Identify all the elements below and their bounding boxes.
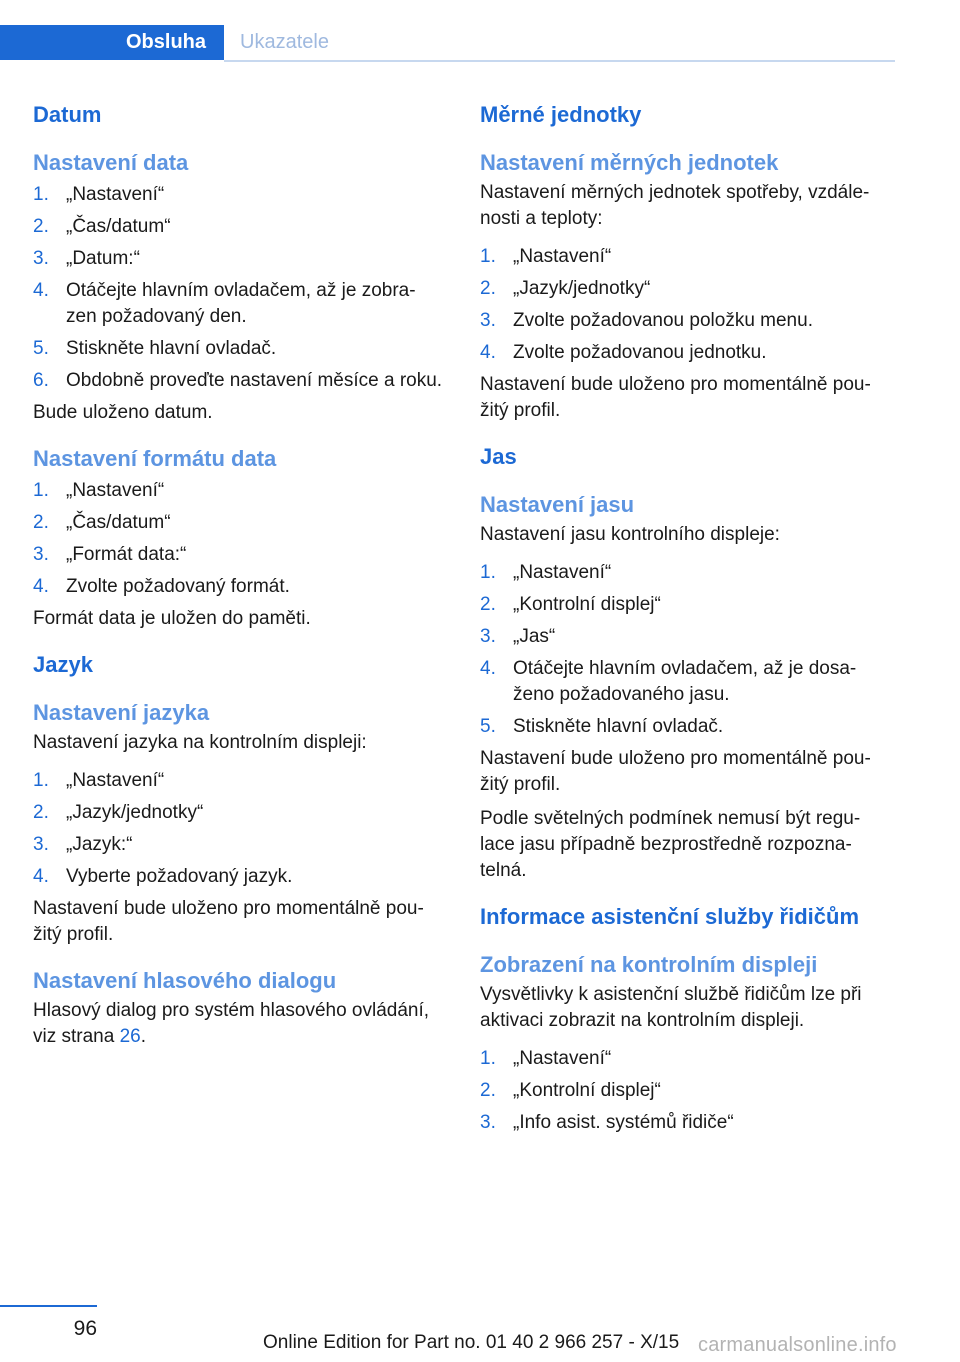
heading-nastaveni-data: Nastavení data — [33, 150, 189, 175]
intro-jazyk: Nastavení jazyka na kontrolním displeji: — [33, 732, 367, 753]
steps-zobrazeni — [480, 1046, 895, 1136]
steps-jas — [480, 560, 895, 740]
heading-jas: Jas — [480, 444, 517, 469]
list-item: 5. Stiskněte hlavní ovladač. — [33, 338, 277, 359]
list-item: 2. „Čas/datum“ — [33, 512, 171, 533]
tab-obsluha[interactable]: Obsluha — [0, 25, 224, 60]
page-number: 96 — [73, 1317, 97, 1340]
list-item: 1. „Nastavení“ — [33, 480, 165, 501]
intro-jas: Nastavení jasu kontrolního displeje: — [480, 524, 780, 545]
list-item: 4. Vyberte požadovaný jazyk. — [33, 866, 293, 887]
heading-nastaveni-jasu: Nastavení jasu — [480, 492, 635, 517]
list-item: 4. Otáčejte hlavním ovladačem, až je dosa‐ ženo požadovaného jasu. — [480, 658, 857, 705]
edition-footer: Online Edition for Part no. 01 40 2 966 257 - X/15 — [263, 1332, 680, 1353]
left-column — [33, 98, 445, 1050]
list-item: 2. „Jazyk/jednotky“ — [480, 278, 651, 299]
list-item: 2. „Jazyk/jednotky“ — [33, 802, 204, 823]
note-jas-2: Podle světelných podmínek nemusí být regu‐ lace jasu případně bezprostředně rozpozna‐ telná. — [480, 808, 861, 881]
tab-ukazatele[interactable]: Ukazatele — [240, 31, 329, 53]
list-item: 1. „Nastavení“ — [480, 1048, 612, 1069]
note-jednotky: Nastavení bude uloženo pro momentálně pou‐ žitý profil. — [480, 374, 871, 421]
note-datum: Bude uloženo datum. — [33, 402, 213, 423]
list-item: 1. „Nastavení“ — [33, 184, 165, 205]
list-item: 4. Otáčejte hlavním ovladačem, až je zobra‐ zen požadovaný den. — [33, 280, 416, 327]
list-item: 3. „Info asist. systémů řidiče“ — [480, 1112, 734, 1133]
intro-jednotky: Nastavení měrných jednotek spotřeby, vzdále‐ nosti a teploty: — [480, 182, 870, 229]
steps-jednotky — [480, 244, 895, 366]
list-item: 1. „Nastavení“ — [480, 562, 612, 583]
heading-zobrazeni: Zobrazení na kontrolním displeji — [480, 952, 818, 977]
heading-nastaveni-jednotek: Nastavení měrných jednotek — [480, 150, 779, 175]
page-link[interactable]: 26 — [119, 1026, 141, 1047]
list-item: 2. „Kontrolní displej“ — [480, 1080, 661, 1101]
list-item: 3. „Formát data:“ — [33, 544, 187, 565]
tab-underline — [224, 60, 895, 62]
list-item: 5. Stiskněte hlavní ovladač. — [480, 716, 724, 737]
heading-nastaveni-jazyka: Nastavení jazyka — [33, 700, 210, 725]
heading-datum: Datum — [33, 102, 102, 127]
watermark: carmanualsonline.info — [698, 1334, 897, 1356]
steps-nastaveni-data — [33, 182, 445, 394]
right-column — [480, 98, 895, 1142]
text-hlasovy-dialog: Hlasový dialog pro systém hlasového ovládání, viz strana 26. — [33, 1000, 430, 1047]
list-item: 3. „Jas“ — [480, 626, 556, 647]
section-tab-bar — [0, 25, 895, 62]
list-item: 4. Zvolte požadovanou jednotku. — [480, 342, 767, 363]
intro-zobrazeni: Vysvětlivky k asistenční službě řidičům lze při aktivaci zobrazit na kontrolním displeji. — [480, 984, 862, 1031]
heading-hlasovy-dialog: Nastavení hlasového dialogu — [33, 968, 337, 993]
heading-merne-jednotky: Měrné jednotky — [480, 102, 642, 127]
list-item: 4. Zvolte požadovaný formát. — [33, 576, 290, 597]
heading-format-data: Nastavení formátu data — [33, 446, 277, 471]
note-jas-1: Nastavení bude uloženo pro momentálně pou‐ žitý profil. — [480, 748, 871, 795]
list-item: 3. „Jazyk:“ — [33, 834, 133, 855]
heading-jazyk: Jazyk — [33, 652, 93, 677]
heading-informace-asistencni: Informace asistenční služby řidičům — [480, 904, 860, 929]
list-item: 2. „Čas/datum“ — [33, 216, 171, 237]
list-item: 3. Zvolte požadovanou položku menu. — [480, 310, 813, 331]
list-item: 1. „Nastavení“ — [480, 246, 612, 267]
list-item: 3. „Datum:“ — [33, 248, 140, 269]
steps-format-data — [33, 478, 445, 600]
list-item: 1. „Nastavení“ — [33, 770, 165, 791]
page-number-rule — [0, 1305, 97, 1307]
note-format: Formát data je uložen do paměti. — [33, 608, 311, 629]
list-item: 2. „Kontrolní displej“ — [480, 594, 661, 615]
note-jazyk: Nastavení bude uloženo pro momentálně pou‐ žitý profil. — [33, 898, 424, 945]
steps-jazyk — [33, 768, 445, 890]
list-item: 6. Obdobně proveďte nastavení měsíce a roku. — [33, 370, 443, 391]
